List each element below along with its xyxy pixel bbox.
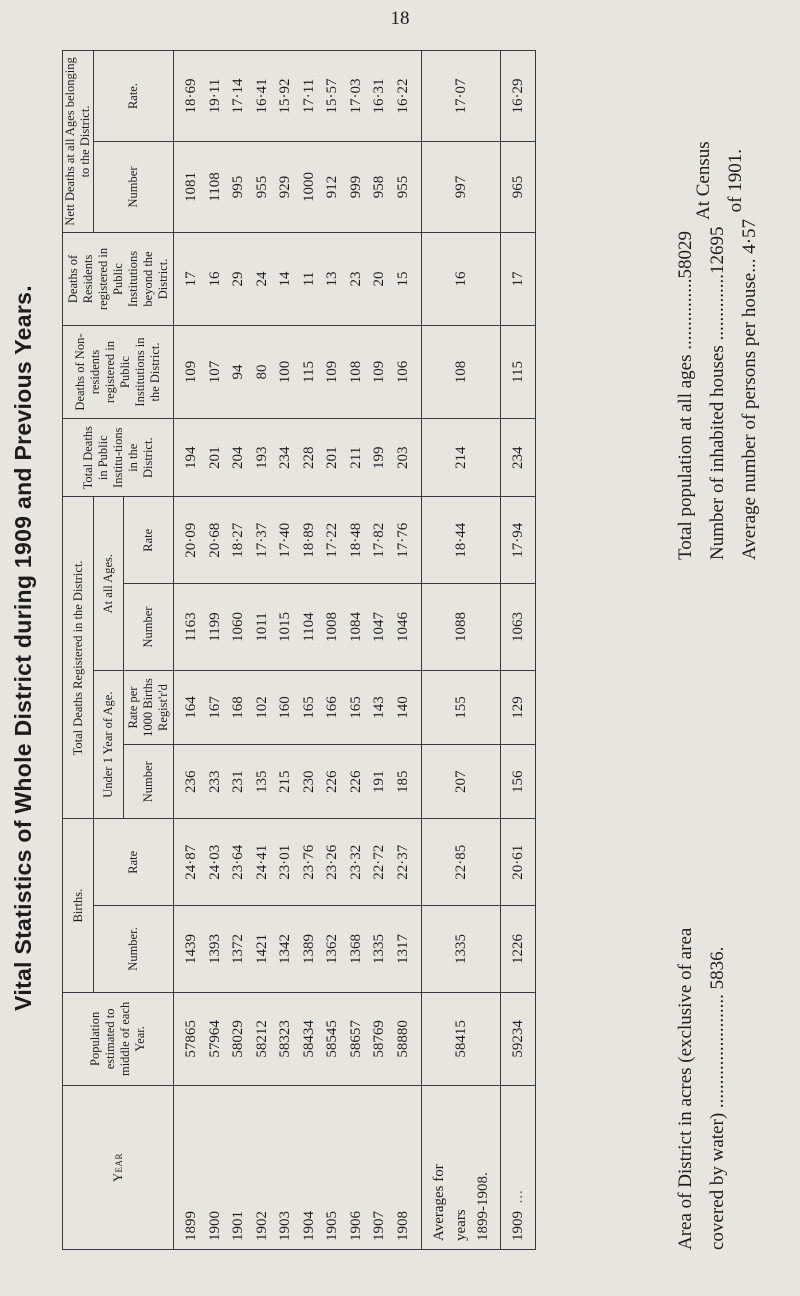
cur-public: 234 (501, 419, 536, 497)
col-nonresidents-header: Deaths of Non-residents registered in Public Institutions in the District. (63, 326, 174, 419)
nonresidents-cell: 109 107 94 80 100 115 109 108 109 106 (174, 326, 422, 419)
col-nett-rate-header: Rate. (94, 51, 174, 142)
total-population-line: Total population at all ages ...............58029 (675, 230, 696, 560)
births-rate-cell: 24·87 24·03 23·64 24·41 23·01 23·76 23·26 23·32 22·72 22·37 (174, 819, 422, 906)
census-line-2: of 1901. (725, 149, 746, 213)
col-nett-number-header: Number (94, 142, 174, 233)
col-public-deaths-header: Total Deaths in Public Institu-tions in the District. (63, 419, 174, 497)
allages-number-cell: 1163 1199 1060 1011 1015 1104 1008 1084 1047 1046 (174, 584, 422, 671)
cur-allages-number: 1063 (501, 584, 536, 671)
current-year-row (501, 51, 536, 1250)
averages-row (422, 51, 501, 1250)
births-number-cell: 1439 1393 1372 1421 1342 1389 1362 1368 1335 1317 (174, 906, 422, 993)
vital-statistics-table (62, 50, 536, 1250)
area-line-2: covered by water) ........................ 5836. (707, 946, 728, 1250)
col-births-number-header: Number. (94, 906, 174, 993)
cur-nett-number: 965 (501, 142, 536, 233)
avg-nett-number: 997 (422, 142, 501, 233)
cur-under1-rate: 129 (501, 670, 536, 744)
cur-under1-number: 156 (501, 745, 536, 819)
avg-under1-rate: 155 (422, 670, 501, 744)
current-year-label: 1909 ... (501, 1085, 536, 1249)
avg-allages-rate: 18·44 (422, 497, 501, 584)
avg-allages-number: 1088 (422, 584, 501, 671)
cur-nett-rate: 16·29 (501, 51, 536, 142)
col-under1-rate-header: Rate per 1000 Births Regist'r'd (124, 670, 174, 744)
page-title: Vital Statistics of Whole District during 1909 and Previous Years. (10, 285, 36, 1011)
col-allages-header: At all Ages. (94, 497, 124, 671)
nett-rate-cell: 18·69 19·11 17·14 16·41 15·92 17·11 15·57 17·03 16·31 16·22 (174, 51, 422, 142)
col-nett-deaths-header: Nett Deaths at all Ages belonging to the District. (63, 51, 94, 233)
allages-rate-cell: 20·09 20·68 18·27 17·37 17·40 18·89 17·22 18·48 17·82 17·76 (174, 497, 422, 584)
census-line-1: At Census (693, 141, 714, 220)
year-cell: 1899 1900 1901 1902 1903 1904 1905 1906 1907 1908 (174, 1085, 422, 1249)
avg-nonres: 108 (422, 326, 501, 419)
averages-label: Averages for years 1899-1908. (422, 1085, 501, 1249)
avg-births-rate: 22·85 (422, 819, 501, 906)
under1-number-cell: 236 233 231 135 215 230 226 226 191 185 (174, 745, 422, 819)
avg-population: 58415 (422, 992, 501, 1085)
nett-number-cell: 1081 1108 995 955 929 1000 912 999 958 955 (174, 142, 422, 233)
persons-per-house-line: Average number of persons per house... 4·57 (739, 218, 760, 560)
census-note (670, 219, 766, 560)
cur-population: 59234 (501, 992, 536, 1085)
footer-notes (664, 50, 774, 1250)
avg-resbeyond: 16 (422, 232, 501, 325)
under1-rate-cell: 164 167 168 102 160 165 166 165 143 140 (174, 670, 422, 744)
cur-resbeyond: 17 (501, 232, 536, 325)
page-number: 18 (390, 8, 410, 29)
col-births-rate-header: Rate (94, 819, 174, 906)
col-under1-header: Under 1 Year of Age. (94, 670, 124, 818)
avg-public: 214 (422, 419, 501, 497)
area-note (670, 928, 734, 1250)
cur-nonres: 115 (501, 326, 536, 419)
census-label (688, 141, 752, 220)
col-allages-number-header: Number (124, 584, 174, 671)
cur-allages-rate: 17·94 (501, 497, 536, 584)
public-deaths-cell: 194 201 204 193 234 228 201 211 199 203 (174, 419, 422, 497)
col-total-deaths-header: Total Deaths Registered in the District. (63, 497, 94, 819)
col-residents-beyond-header: Deaths of Residents registered in Public Institutions beyond the District. (63, 232, 174, 325)
col-allages-rate-header: Rate (124, 497, 174, 584)
avg-births-number: 1335 (422, 906, 501, 993)
cur-births-rate: 20·61 (501, 819, 536, 906)
col-under1-number-header: Number (124, 745, 174, 819)
col-year-header: Year (63, 1085, 174, 1249)
col-population-header: Population estimated to middle of each Year. (63, 992, 174, 1085)
area-line-1: Area of District in acres (exclusive of area (675, 927, 696, 1250)
avg-nett-rate: 17·07 (422, 51, 501, 142)
population-cell: 57865 57964 58029 58212 58323 58434 58545 58657 58769 58880 (174, 992, 422, 1085)
col-births-header: Births. (63, 819, 94, 993)
avg-under1-number: 207 (422, 745, 501, 819)
inhabited-houses-line: Number of inhabited houses ..............12695 (707, 226, 728, 560)
area-value: 5836. (707, 946, 728, 990)
data-row-years (174, 51, 422, 1250)
cur-births-number: 1226 (501, 906, 536, 993)
residents-beyond-cell: 17 16 29 24 14 11 13 23 20 15 (174, 232, 422, 325)
